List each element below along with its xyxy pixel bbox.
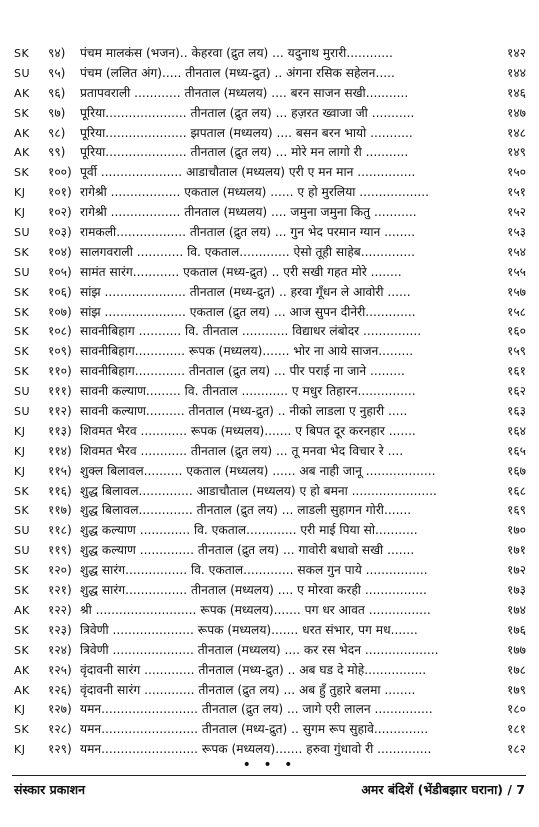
entry-number: १२९): [48, 742, 72, 757]
list-item: [0, 422, 539, 442]
entry-code: KJ: [14, 444, 26, 458]
list-item: [0, 223, 539, 243]
entry-number: १११): [48, 384, 72, 399]
entry-text: शुक्ल बिलावल.......... एकताल (मध्यलय) ...... अब नाही जानू ..................: [80, 463, 436, 478]
entry-page-number: १४२: [506, 46, 526, 60]
entry-text: वृंदावनी सारंग ............. तीनताल (मध्य-द्रुत) .. अब घड दे मोहे................: [80, 662, 427, 677]
list-item: [0, 382, 539, 402]
list-item: [0, 581, 539, 601]
entry-number: १०५): [48, 264, 72, 279]
entry-text: पंचम (ललित अंग)..... तीनताल (मध्य-द्रुत) .. अंगना रसिक सहेलन.....: [80, 65, 395, 80]
entry-page-number: १६७: [506, 463, 526, 478]
entry-page-number: १४७: [506, 105, 526, 120]
entry-text: सांझ ..................... तीनताल (मध्य-द्रुत) .. हरवा गूँधन ले आवोरी ......: [80, 284, 411, 299]
entry-number: ११५): [48, 463, 72, 478]
entry-number: १२०): [48, 563, 72, 578]
entry-number: १०१): [48, 185, 72, 200]
entry-number: ११०): [48, 364, 72, 379]
entry-text: सावनी कल्याण......... वि. तीनताल ............ ए मधुर तिहारन...............: [80, 384, 416, 399]
entry-code: SU: [14, 385, 31, 399]
entry-page-number: १६४: [506, 423, 526, 438]
entry-number: ११६): [48, 483, 72, 498]
list-item: [0, 482, 539, 502]
entry-code: SK: [14, 643, 30, 657]
entry-code: SK: [14, 305, 30, 319]
entry-number: १२३): [48, 622, 72, 637]
separator-dots: • • •: [242, 757, 297, 773]
entry-number: ९८): [48, 125, 66, 140]
entry-text: शिवमत भैरव ............ तीनताल (द्रुत लय) ... तू मनवा भेद विचार रे ....: [80, 443, 404, 458]
entry-number: १२८): [48, 722, 72, 737]
list-item: [0, 283, 539, 303]
list-item: [0, 183, 539, 203]
entry-code: KJ: [14, 743, 26, 757]
entry-page-number: १७८: [506, 662, 526, 677]
entry-text: श्री .......................... रूपक (मध्यलय)....... पग धर आवत ................: [80, 602, 431, 617]
entry-text: सामंत सारंग............ एकताल (मध्य-द्रुत) .. एरी सखी गहत मोरे ........: [80, 264, 402, 279]
entry-page-number: १५२: [506, 205, 526, 220]
list-item: [0, 243, 539, 263]
list-item: [0, 84, 539, 104]
entry-text: शुद्ध सारंग................ वि. एकताल............. सकल गुन पाये ................: [80, 563, 428, 578]
entry-code: AK: [14, 663, 30, 677]
entry-text: सालगवराली ............ वि. एकताल............. ऐसो तूही साहेब..............: [80, 244, 415, 259]
entry-text: शुद्ध बिलावल.............. आडाचौताल (मध्यलय) ए हो बमना ......................: [80, 483, 437, 498]
entry-page-number: १५८: [506, 304, 526, 319]
list-item: [0, 681, 539, 701]
list-item: [0, 641, 539, 661]
entry-page-number: १७१: [506, 543, 526, 558]
entry-text: त्रिवेणी ..................... तीनताल (मध्यलय) .... कर रस भेदन ...................: [80, 642, 439, 657]
entry-code: SK: [14, 504, 30, 518]
entry-code: SK: [14, 584, 30, 598]
footer-book-title-page: अमर बंदिशें (भेंडीबझार घराना) / 7: [361, 782, 525, 797]
entry-code: SU: [14, 265, 31, 279]
entry-page-number: १७४: [506, 602, 526, 617]
entry-text: यमन......................... तीनताल (द्रुत लय) ... जागे एरी लालन ...............: [80, 702, 433, 717]
entry-text: प्रतापवराली ............ तीनताल (मध्यलय) .... बरन साजन सखी...........: [80, 85, 409, 100]
entry-text: पूरिया..................... तीनताल (द्रुत लय) ... हज़रत ख्वाजा जी ...........: [80, 105, 415, 120]
entry-text: रागेश्री .................. तीनताल (मध्यलय) .... जमुना जमुना कितु ...........: [80, 205, 417, 220]
entry-page-number: १५७: [506, 284, 526, 299]
entry-text: सावनीबिहाग ........... वि. तीनताल ............ विद्याधर लंबोदर ...............: [80, 324, 422, 339]
entry-number: ११८): [48, 523, 72, 538]
entry-code: SK: [14, 564, 30, 578]
entry-number: १०४): [48, 244, 72, 259]
entry-code: SU: [14, 66, 31, 80]
entry-number: ९९): [48, 145, 66, 160]
list-item: [0, 462, 539, 482]
entry-code: AK: [14, 603, 30, 617]
entry-code: KJ: [14, 186, 26, 200]
list-item: [0, 64, 539, 84]
list-item: [0, 342, 539, 362]
entry-page-number: १५५: [506, 264, 526, 279]
footer-divider: [12, 775, 526, 776]
entry-page-number: १६३: [506, 404, 526, 419]
entry-code: AK: [14, 683, 30, 697]
entry-text: पूरिया..................... झपताल (मध्यलय) .... बसन बरन भायो ...........: [80, 125, 413, 140]
entry-number: १२१): [48, 583, 72, 598]
list-item: [0, 521, 539, 541]
entry-code: SK: [14, 623, 30, 637]
entry-page-number: १५०: [506, 165, 526, 180]
list-item: [0, 263, 539, 283]
entry-text: त्रिवेणी ..................... रूपक (मध्यलय)....... धरत संभार, पग मध.......: [80, 622, 418, 637]
list-item: [0, 143, 539, 163]
footer-publisher: संस्कार प्रकाशन: [14, 782, 86, 797]
entry-number: ९५): [48, 65, 66, 80]
entry-page-number: १५९: [506, 344, 526, 359]
list-item: [0, 322, 539, 342]
entry-page-number: १४४: [506, 65, 526, 80]
entry-page-number: १५३: [506, 225, 526, 240]
entry-number: ११७): [48, 503, 72, 518]
list-item: [0, 700, 539, 720]
entry-text: शिवमत भैरव ............ रूपक (मध्यलय)....... ए बिपत दूर करनहार .......: [80, 423, 416, 438]
entry-number: ११३): [48, 423, 72, 438]
list-item: [0, 501, 539, 521]
entry-text: रामकली.................. तीनताल (द्रुत लय) ... गुन भेद परमान ग्यान ........: [80, 225, 416, 240]
entry-page-number: १४६: [506, 85, 526, 100]
entry-code: SU: [14, 524, 31, 538]
list-item: [0, 163, 539, 183]
entry-code: SU: [14, 405, 31, 419]
entry-code: AK: [14, 126, 30, 140]
entry-code: KJ: [14, 703, 26, 717]
entry-code: SK: [14, 47, 30, 60]
entry-code: SK: [14, 285, 30, 299]
entry-code: SK: [14, 365, 30, 379]
entry-page-number: १६५: [506, 443, 526, 458]
entry-number: ९७): [48, 105, 66, 120]
entry-number: ११९): [48, 543, 72, 558]
entry-page-number: १५१: [506, 185, 526, 200]
list-item: [0, 442, 539, 462]
entry-page-number: १६०: [506, 324, 526, 339]
entry-text: रागेश्री .................. एकताल (मध्यलय) ...... ए हो मुरलिया ..................: [80, 185, 430, 200]
entry-text: यमन......................... रूपक (मध्यलय)....... हरुवा गुंधावो री ..............: [80, 742, 432, 757]
entry-number: १२४): [48, 642, 72, 657]
entry-text: सावनी कल्याण.......... तीनताल (मध्य-द्रुत) .. नीको लाडला ए नुहारी .....: [80, 404, 408, 419]
entry-text: वृंदावनी सारंग ............. तीनताल (द्रुत लय) ... अब हुँ तुहारे बलमा ........: [80, 682, 416, 697]
entry-code: SU: [14, 544, 31, 558]
list-item: [0, 362, 539, 382]
entry-code: SK: [14, 166, 30, 180]
entry-page-number: १४९: [506, 145, 526, 160]
entry-number: १२७): [48, 702, 72, 717]
entry-code: SK: [14, 325, 30, 339]
entry-text: सावनीबिहाग............. रूपक (मध्यलय)....... भोर ना आये साजन.........: [80, 344, 414, 359]
entry-text: शुद्ध सारंग................ तीनताल (मध्यलय) .... ए मोरवा करही ................: [80, 583, 427, 598]
list-item: [0, 104, 539, 124]
entry-page-number: १७९: [506, 682, 526, 697]
list-item: [0, 601, 539, 621]
entry-page-number: १८०: [506, 702, 526, 717]
entry-page-number: १६८: [506, 483, 526, 498]
entry-page-number: १७०: [506, 523, 526, 538]
entry-page-number: १६९: [506, 503, 526, 518]
entry-page-number: १७६: [506, 622, 526, 637]
list-item: [0, 402, 539, 422]
list-item: [0, 124, 539, 144]
entry-page-number: १४८: [506, 125, 526, 140]
entry-code: AK: [14, 86, 30, 100]
entry-number: १०९): [48, 344, 72, 359]
entry-number: १२२): [48, 602, 72, 617]
entry-page-number: १८२: [506, 742, 526, 757]
list-item: [0, 561, 539, 581]
entry-code: SK: [14, 245, 30, 259]
list-item: [0, 541, 539, 561]
list-item: [0, 44, 539, 64]
entry-text: पूरिया..................... तीनताल (द्रुत लय) ... मोरे मन लागो री ...........: [80, 145, 409, 160]
entry-number: ११४): [48, 443, 72, 458]
list-item: [0, 621, 539, 641]
entry-text: सावनीबिहाग............. तीनताल (द्रुत लय) ... पीर पराई ना जाने .........: [80, 364, 405, 379]
entry-code: SU: [14, 226, 31, 240]
entry-number: १०६): [48, 284, 72, 299]
entry-number: १००): [48, 165, 72, 180]
entry-code: KJ: [14, 206, 26, 220]
entry-text: यमन......................... तीनताल (मध्य-द्रुत) .. सुगम रूप सुहावे..............: [80, 722, 429, 737]
entry-code: KJ: [14, 464, 26, 478]
entry-text: शुद्ध कल्याण ............. वि. एकताल............. एरी माई पिया सो...........: [80, 523, 418, 538]
entry-page-number: १६२: [506, 384, 526, 399]
entry-number: ११२): [48, 404, 72, 419]
entry-number: १०३): [48, 225, 72, 240]
list-item: [0, 661, 539, 681]
entry-code: SK: [14, 345, 30, 359]
entry-number: १०२): [48, 205, 72, 220]
entry-code: SK: [14, 723, 30, 737]
contents-list: [0, 44, 539, 760]
entry-code: SK: [14, 484, 30, 498]
entry-text: पंचम मालकंस (भजन).. केहरवा (द्रुत लय) ... यदुनाथ मुरारी............: [80, 46, 393, 60]
entry-text: शुद्ध बिलावल.............. तीनताल (द्रुत लय) ... लाडली सुहागन गोरी.......: [80, 503, 412, 518]
list-item: [0, 303, 539, 323]
entry-number: १०७): [48, 304, 72, 319]
list-item: [0, 203, 539, 223]
entry-page-number: १६१: [506, 364, 526, 379]
list-item: [0, 720, 539, 740]
entry-page-number: १७७: [506, 642, 526, 657]
entry-text: शुद्ध कल्याण .............. तीनताल (द्रुत लय) ... गावोरी बधावो सखी .......: [80, 543, 415, 558]
entry-number: १२६): [48, 682, 72, 697]
entry-text: पूर्वी ..................... आडाचौताल (मध्यलय) एरी ए मन मान ...............: [80, 165, 416, 180]
entry-number: ९६): [48, 85, 66, 100]
entry-code: SK: [14, 106, 30, 120]
entry-code: KJ: [14, 424, 26, 438]
entry-number: ९४): [48, 46, 66, 60]
entry-page-number: १७३: [506, 583, 526, 598]
entry-text: सांझ ..................... एकताल (द्रुत लय) ... आज सुपन दीनेरी.............: [80, 304, 416, 319]
entry-number: १०८): [48, 324, 72, 339]
entry-page-number: १७२: [506, 563, 526, 578]
entry-page-number: १८१: [506, 722, 526, 737]
entry-code: AK: [14, 146, 30, 160]
entry-page-number: १५४: [506, 244, 526, 259]
entry-number: १२५): [48, 662, 72, 677]
